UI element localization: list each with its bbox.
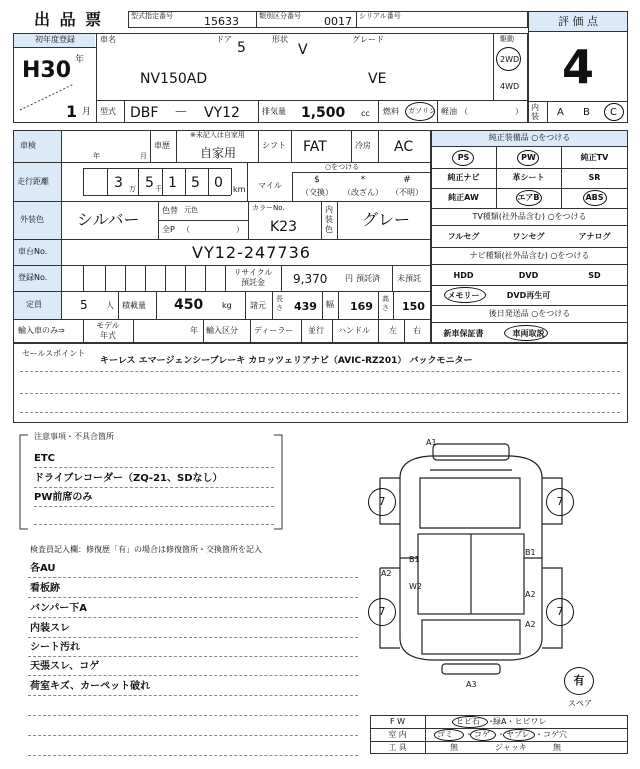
note-item-1: ETC (34, 453, 55, 464)
car-name-label: 車名 (100, 35, 116, 44)
mark-b1-left: B1 (409, 555, 420, 564)
car-diagram (370, 438, 570, 678)
capacity-value: 5 (80, 298, 88, 312)
cond-fw-crack: 緑A・ヒビワレ (493, 717, 547, 726)
mark-a1: A1 (426, 438, 437, 447)
opt-unknown: （不明） (391, 188, 423, 197)
equip-genuine-aw: 純正AW (448, 193, 479, 202)
load-unit: kg (222, 301, 232, 310)
mileage-digit-3: 5 (145, 175, 154, 191)
opt-exchange: （交換） (301, 188, 333, 197)
mileage-unit: km (233, 185, 246, 194)
note-item-3: PW前席のみ (34, 492, 93, 503)
form-title: 出 品 票 (34, 10, 104, 29)
import-parallel: 並行 (308, 326, 324, 335)
mark-w2: W2 (409, 582, 422, 591)
mark-7-rear-left: 7 (378, 605, 386, 618)
dims-label: 諸元 (250, 301, 266, 310)
equip-sr: SR (588, 173, 601, 182)
ac-label: 冷房 (355, 141, 371, 150)
equip-airbag: エアB (517, 193, 540, 202)
mark-7-front-left: 7 (378, 495, 386, 508)
height-value: 150 (402, 300, 425, 313)
mileage-unit-sen: 千 (155, 185, 162, 193)
mark-a2-right-upper: A2 (525, 590, 536, 599)
equip-genuine-tv: 純正TV (580, 153, 609, 162)
navi-dvd-playback: DVD再生可 (506, 291, 551, 300)
inspector-item-4: 内装スレ (30, 623, 70, 634)
displacement-label: 排気量 (262, 107, 286, 116)
recycle-deposited: 預託済 (356, 274, 380, 283)
navi-memory-circle (444, 287, 486, 303)
shape-label: 形状 (272, 35, 288, 44)
full-paint-paren-close: ） (236, 225, 244, 234)
navi-hdd: HDD (453, 271, 474, 280)
light-oil-paren-open: （ (460, 107, 468, 116)
import-label: 輸入車のみ⇒ (18, 326, 65, 335)
serial-label: シリアル番号 (359, 12, 401, 20)
grade: VE (368, 71, 387, 87)
tv-fullseg: フルセグ (447, 232, 480, 241)
sales-point-box (13, 343, 628, 423)
cond-interior-hole: ・コゲ穴 (535, 730, 567, 739)
mark-a2-left: A2 (381, 569, 392, 578)
cond-tools-label: 工 具 (388, 743, 407, 752)
category-label: 類別区分番号 (259, 12, 301, 20)
model-prefix: DBF (130, 105, 159, 121)
handle-label: ハンドル (338, 326, 370, 335)
mark-a2-right-lower: A2 (525, 620, 536, 629)
category-value: 0017 (324, 15, 352, 28)
car-name: NV150AD (140, 71, 208, 87)
equip-genuine-navi: 純正ナビ (447, 173, 480, 182)
reg-year-unit: 年 (75, 55, 85, 65)
later-manual: 車両取説 (512, 329, 545, 338)
navi-memory: メモリー (447, 291, 480, 300)
cond-fw-chip: ヒビ石 (456, 717, 480, 726)
chassis-label: 車台No. (18, 247, 48, 256)
score-label: 評 価 点 (558, 15, 598, 28)
recycle-not-deposited: 未預託 (397, 274, 421, 283)
spare-label: スペア (568, 699, 592, 708)
length-value: 439 (294, 300, 317, 313)
cond-interior-sep2: ・ (497, 730, 505, 739)
equip-pw: PW (521, 153, 536, 162)
ac-value: AC (394, 139, 414, 155)
handle-right: 右 (413, 326, 421, 335)
model-designation-value: 15633 (204, 15, 239, 28)
equipment-title: 純正装備品 ○をつける (488, 133, 571, 142)
load-label: 積載量 (122, 301, 146, 310)
fuel-label: 燃料 (383, 107, 399, 116)
doors-label: ドア (216, 35, 232, 44)
mileage-digit-4: 1 (168, 175, 177, 191)
tv-analog: アナログ (578, 232, 611, 241)
cond-interior-dirt: ゴミ (437, 730, 453, 739)
shape: V (298, 42, 308, 58)
equip-abs-circle (583, 190, 607, 206)
cond-fw-sep: ・ (487, 717, 495, 726)
shaken-label: 車検 (20, 141, 36, 150)
full-paint-label: 全P (162, 225, 175, 234)
equip-pw-circle (517, 150, 539, 166)
interior-grade-c: C (610, 107, 617, 118)
capacity-unit: 人 (106, 301, 114, 310)
interior-color-label: 内 装 色 (325, 205, 333, 234)
history-label: 車歴 (154, 141, 170, 150)
recycle-amount: 9,370 (293, 272, 328, 286)
inspector-item-7: 荷室キズ、カーペット破れ (30, 681, 151, 692)
model-designation-label: 型式指定番号 (131, 12, 173, 20)
equip-ps: PS (457, 153, 470, 162)
equip-airbag-circle (516, 190, 542, 206)
inspector-title: 検査員記入欄：修復歴「有」の場合は修復箇所・交換箇所を記入 (30, 545, 262, 554)
first-reg-label: 初年度登録 (35, 35, 75, 44)
model-code: VY12 (204, 105, 240, 121)
mark-a3: A3 (466, 680, 477, 689)
mile-label: マイル (258, 181, 282, 190)
inspector-item-2: 看板跡 (30, 583, 60, 594)
later-warranty: 新車保証書 (443, 329, 484, 338)
later-manual-circle (504, 325, 548, 341)
light-oil-paren-close: ） (515, 107, 523, 116)
cond-interior-label: 室 内 (388, 730, 407, 739)
equip-leather-seat: 革シート (512, 173, 545, 182)
mileage-digit-5: 5 (191, 175, 200, 191)
original-color-label: 元色 (184, 206, 198, 214)
opt-unknown-sym: # (403, 175, 411, 185)
navi-dvd: DVD (518, 271, 539, 280)
spare-value: 有 (573, 674, 585, 687)
equip-ps-circle (452, 150, 474, 166)
score-value: 4 (561, 40, 594, 94)
cond-tools-jack: ジャッキ (495, 743, 527, 752)
navi-sd: SD (588, 271, 601, 280)
interior-grade-a: A (557, 107, 564, 118)
model-year-label: モデル 年式 (96, 321, 120, 340)
exterior-color-label: 外装色 (20, 215, 44, 224)
interior-grade-b: B (583, 107, 590, 118)
fuel-gasoline: ガソリン (408, 107, 436, 115)
reg-month: 1 (66, 102, 78, 121)
opt-tamper-sym: * (360, 175, 366, 185)
handle-left: 左 (389, 326, 397, 335)
mileage-label: 走行距離 (17, 177, 49, 186)
capacity-label: 定員 (26, 300, 42, 309)
displacement: 1,500 (301, 105, 346, 121)
light-oil-label: 軽油 (441, 107, 457, 116)
mark-b1-right: B1 (525, 548, 536, 557)
note-item-2: ドライブレコーダー（ZQ-21、SDなし） (34, 473, 223, 484)
inspector-item-6: 天張スレ、コゲ (30, 661, 100, 672)
tv-oneseg: ワンセグ (512, 232, 545, 241)
shift-value: FAT (303, 139, 327, 155)
model-dash: － (174, 105, 188, 121)
fuel-selected-circle (405, 102, 435, 121)
notes-title: 注意事項・不具合箇所 (34, 432, 114, 441)
inspector-item-3: バンパー下A (30, 603, 88, 614)
shift-label: シフト (262, 141, 286, 150)
cond-tools-none2: 無 (553, 743, 561, 752)
inspector-item-5: シート汚れ (30, 642, 80, 653)
cond-interior-tear: ヤブレ (506, 730, 530, 739)
cond-interior-sep1: ・ (465, 730, 473, 739)
recycle-unit: 円 (345, 274, 353, 283)
drive-selected-circle (496, 47, 521, 71)
interior-label: 内 装 (531, 103, 539, 121)
import-type-label: 輸入区分 (206, 326, 238, 335)
mark-7-rear-right: 7 (556, 605, 564, 618)
cond-interior-burn: コゲ (474, 730, 490, 739)
mark-7-front-right: 7 (556, 495, 564, 508)
color-no: K23 (270, 219, 297, 235)
load-value: 450 (174, 297, 204, 313)
opt-tamper: （改ざん） (343, 188, 383, 197)
displacement-unit: cc (361, 109, 370, 118)
width-label: 幅 (326, 300, 334, 309)
reg-year: H30 (22, 58, 72, 83)
interior-color: グレー (362, 210, 411, 229)
drive-label: 駆動 (500, 35, 514, 43)
import-dealer: ディーラー (254, 326, 294, 335)
equip-abs: ABS (585, 193, 604, 202)
navi-title: ナビ種類(社外品含む) ○をつける (469, 251, 590, 260)
chassis-number: VY12-247736 (192, 243, 311, 262)
exterior-color: シルバー (77, 210, 140, 229)
drive-2wd: 2WD (500, 55, 520, 64)
repaint-label: 色替 (162, 206, 178, 215)
shaken-month-unit: 月 (140, 152, 147, 160)
later-title: 後日発送品 ○をつける (488, 309, 571, 318)
opt-exchange-sym: $ (314, 175, 320, 185)
mileage-unit-man: 万 (129, 185, 136, 193)
registration-label: 登録No. (18, 273, 48, 282)
cond-fw-label: F W (389, 717, 406, 726)
doors: 5 (237, 40, 246, 56)
history-value: 自家用 (200, 146, 237, 160)
mileage-digit-6: 0 (214, 175, 223, 191)
full-paint-paren-open: （ (182, 225, 190, 234)
mileage-circle-note: ○をつける (325, 163, 360, 171)
length-label: 長 さ (276, 295, 283, 312)
tv-title: TV種類(社外品含む) ○をつける (472, 212, 587, 221)
width-value: 169 (350, 300, 373, 313)
interior-selected-circle (604, 103, 624, 121)
grade-label: グレード (352, 35, 384, 44)
history-note: ※未記入は自家用 (190, 131, 245, 139)
drive-4wd: 4WD (500, 82, 520, 91)
cond-tools-none1: 無 (450, 743, 458, 752)
height-label: 高 さ (382, 295, 389, 312)
shaken-year-unit: 年 (93, 152, 100, 160)
mileage-digit-2: 3 (114, 175, 123, 191)
color-no-label: カラーNo. (252, 204, 285, 212)
reg-month-unit: 月 (82, 107, 92, 117)
sales-point-text: キーレス エマージェンシーブレーキ カロッツェリアナビ（AVIC-RZ201） バックモニター (100, 356, 473, 366)
sales-point-label: セールスポイント (22, 349, 86, 358)
inspector-item-1: 各AU (30, 563, 56, 574)
recycle-label: リサイクル 預託金 (233, 268, 273, 287)
import-year-unit: 年 (190, 326, 198, 335)
model-label: 型式 (100, 107, 116, 116)
